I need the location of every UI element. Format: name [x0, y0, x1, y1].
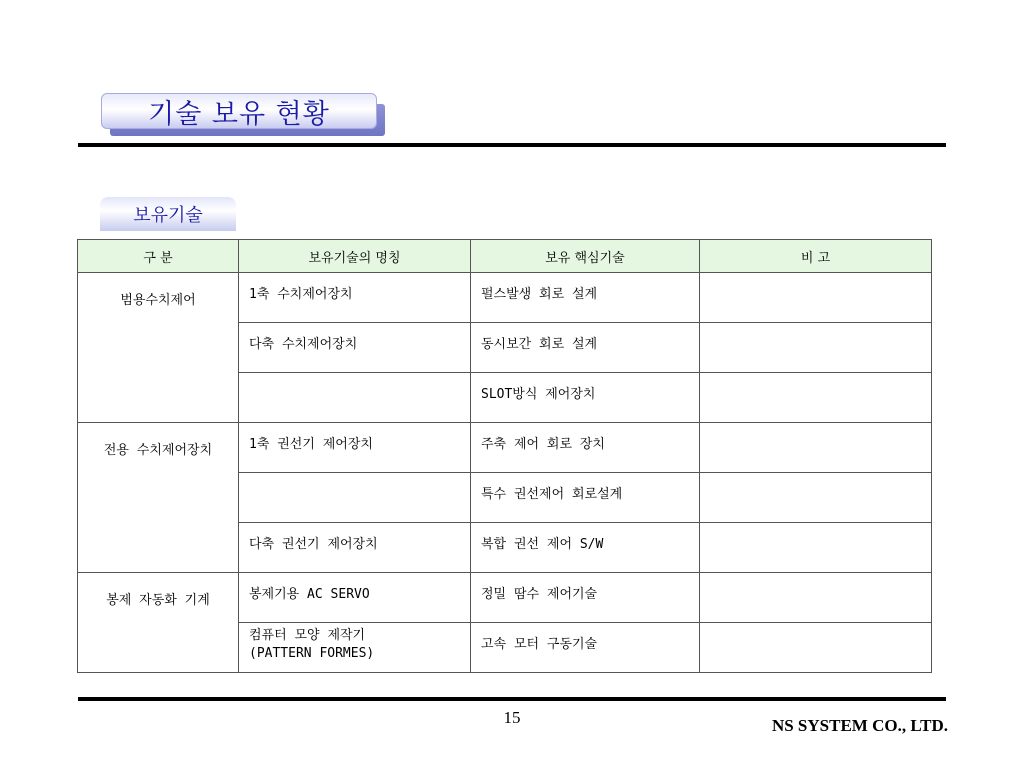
table-row	[78, 623, 932, 673]
header-tech-name: 보유기술의 명칭	[239, 240, 471, 273]
table-row	[78, 373, 932, 423]
table-row	[78, 273, 932, 323]
note-cell	[700, 273, 932, 323]
page-title: 기술 보유 현황	[101, 93, 377, 129]
top-divider	[78, 143, 946, 147]
core-tech-cell: 특수 권선제어 회로설계	[471, 473, 700, 523]
core-tech-cell: 펄스발생 회로 설계	[471, 273, 700, 323]
technology-table	[77, 239, 932, 673]
category-cell: 봉제 자동화 기계	[78, 573, 239, 623]
category-cell	[78, 623, 239, 673]
header-category: 구 분	[78, 240, 239, 273]
tech-name-cell: 다축 수치제어장치	[239, 323, 471, 373]
core-tech-cell: 동시보간 회로 설계	[471, 323, 700, 373]
category-cell	[78, 523, 239, 573]
page-number: 15	[503, 708, 521, 727]
note-cell	[700, 373, 932, 423]
tech-name-cell: 다축 권선기 제어장치	[239, 523, 471, 573]
note-cell	[700, 623, 932, 673]
table-row	[78, 523, 932, 573]
core-tech-cell: 주축 제어 회로 장치	[471, 423, 700, 473]
section-tab: 보유기술	[100, 197, 236, 231]
category-cell	[78, 373, 239, 423]
bottom-divider	[78, 697, 946, 701]
note-cell	[700, 473, 932, 523]
tech-name-cell: 1축 권선기 제어장치	[239, 423, 471, 473]
core-tech-cell: SLOT방식 제어장치	[471, 373, 700, 423]
header-note: 비 고	[700, 240, 932, 273]
company-name: NS SYSTEM CO., LTD.	[771, 716, 948, 735]
table-row	[78, 323, 932, 373]
core-tech-cell: 정밀 땀수 제어기술	[471, 573, 700, 623]
table-row	[78, 473, 932, 523]
core-tech-cell: 고속 모터 구동기술	[471, 623, 700, 673]
tech-name-cell: 컴퓨터 모양 제작기 (PATTERN FORMES)	[239, 623, 471, 673]
table-row	[78, 573, 932, 623]
table-body	[78, 273, 932, 673]
table-header-row	[78, 240, 932, 273]
note-cell	[700, 573, 932, 623]
category-cell: 전용 수치제어장치	[78, 423, 239, 473]
note-cell	[700, 323, 932, 373]
category-cell	[78, 323, 239, 373]
header-core-tech: 보유 핵심기술	[471, 240, 700, 273]
tech-name-cell: 1축 수치제어장치	[239, 273, 471, 323]
note-cell	[700, 523, 932, 573]
table-row	[78, 423, 932, 473]
tech-name-cell	[239, 473, 471, 523]
tech-name-cell: 봉제기용 AC SERVO	[239, 573, 471, 623]
category-cell	[78, 473, 239, 523]
tech-name-cell	[239, 373, 471, 423]
note-cell	[700, 423, 932, 473]
core-tech-cell: 복합 권선 제어 S/W	[471, 523, 700, 573]
category-cell: 범용수치제어	[78, 273, 239, 323]
